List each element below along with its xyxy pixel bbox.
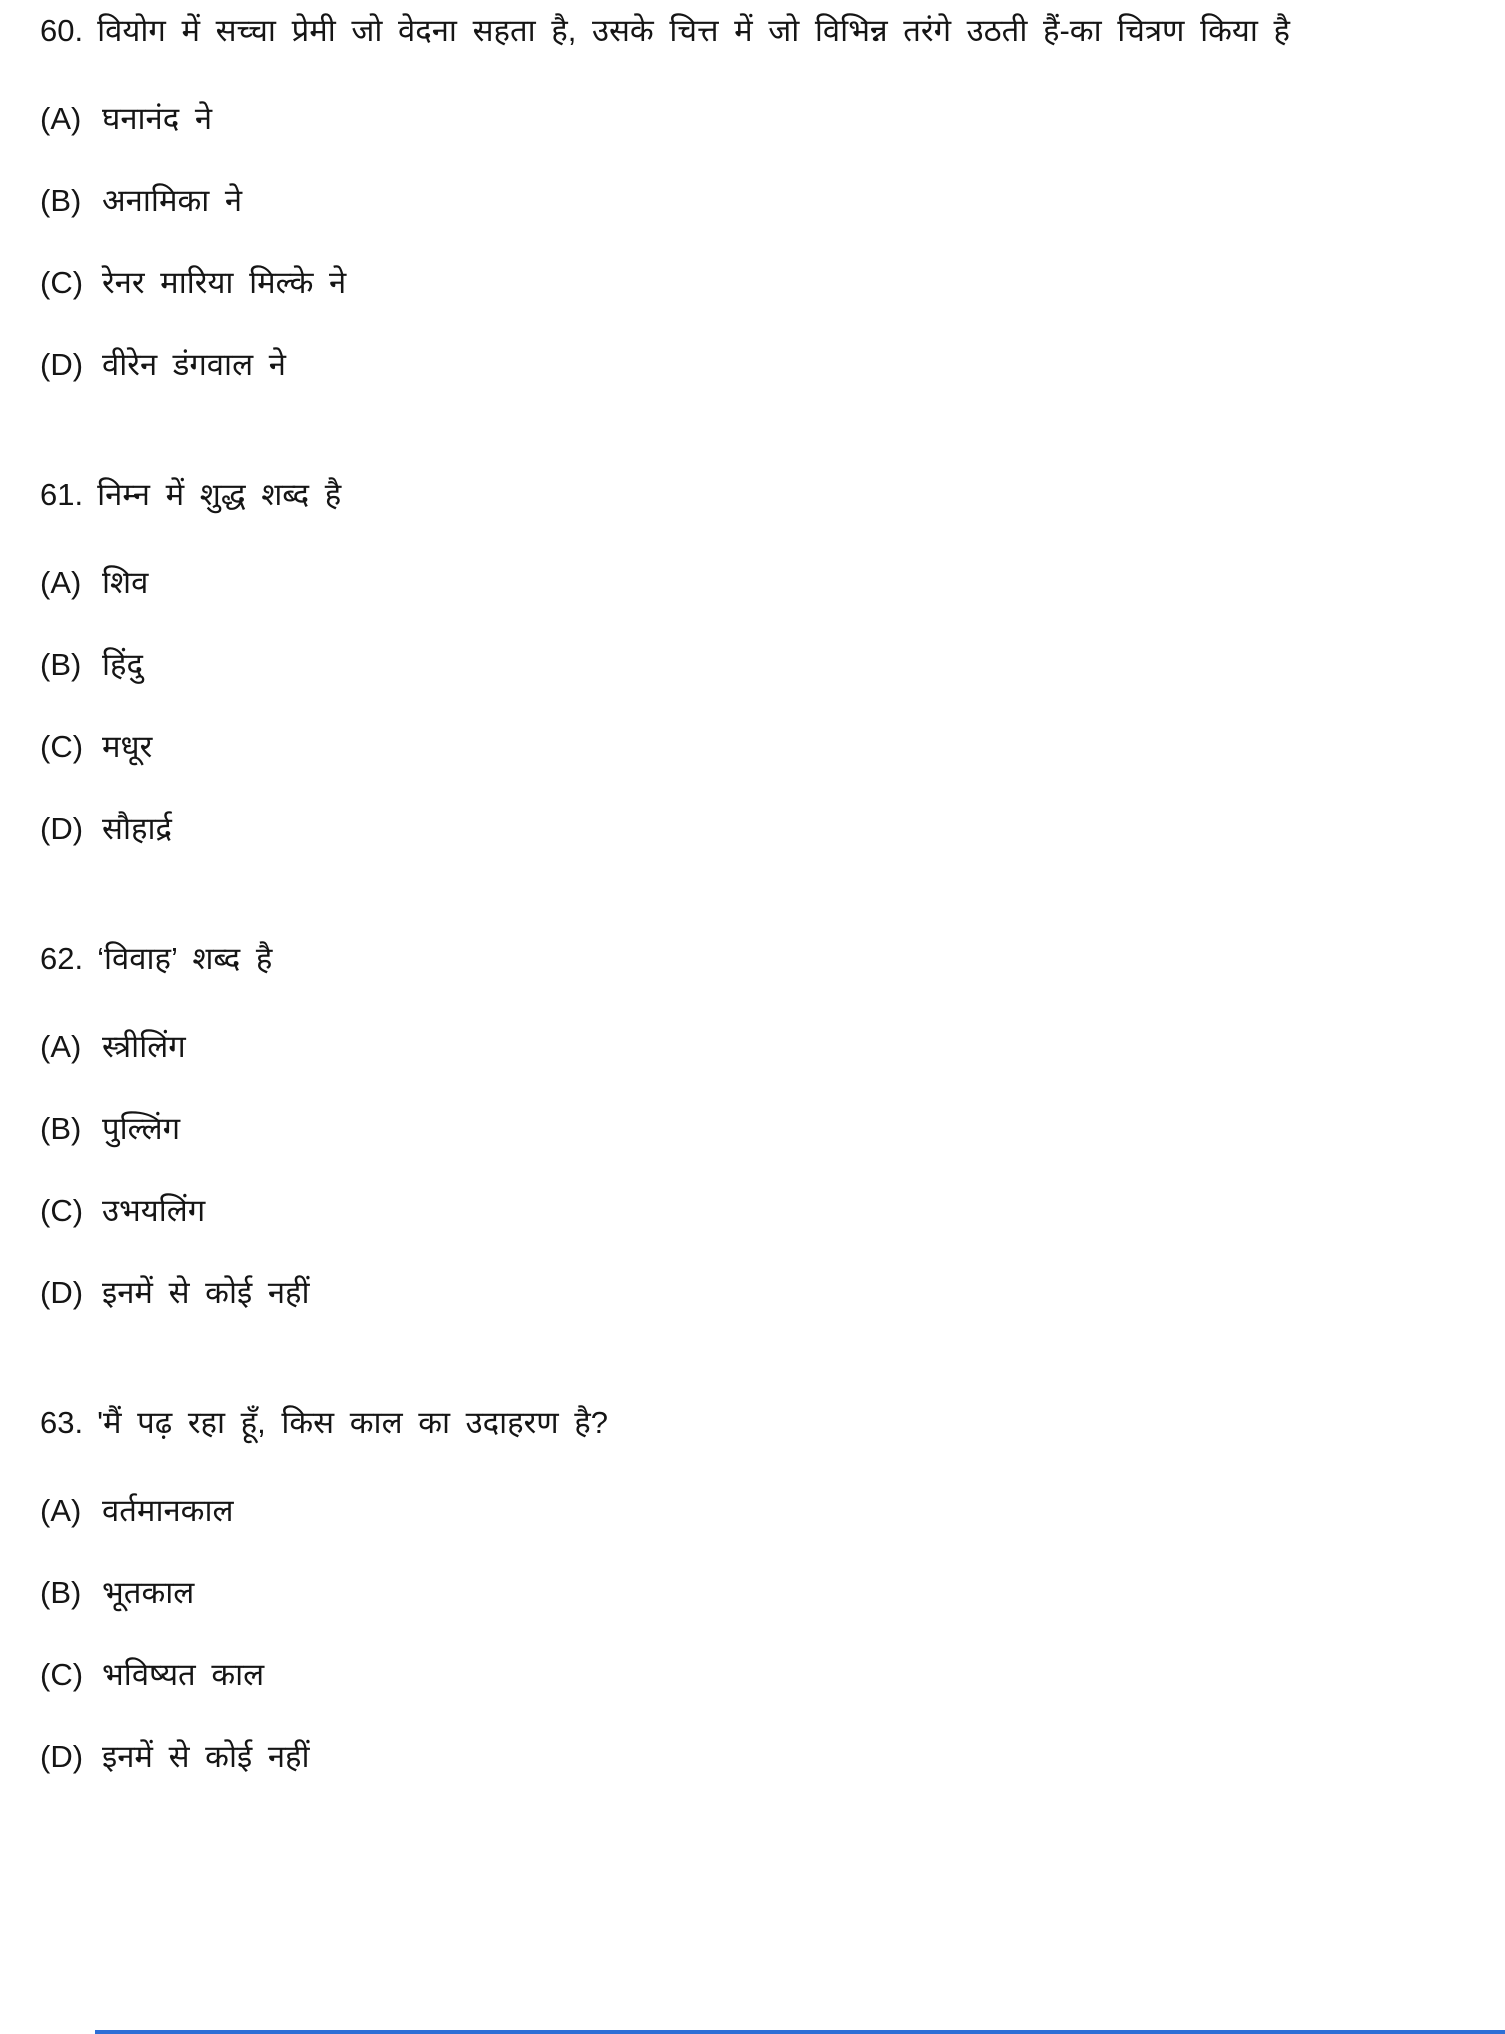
option-text: उभयलिंग xyxy=(102,1193,206,1228)
option-label: (B) xyxy=(40,647,82,682)
option-text: इनमें से कोई नहीं xyxy=(102,1739,310,1774)
option-label: (B) xyxy=(40,1575,82,1610)
option-text: भविष्यत काल xyxy=(102,1657,265,1692)
option-text: हिंदु xyxy=(102,647,143,682)
option-label: (D) xyxy=(40,811,84,846)
question-block-62 xyxy=(40,934,1460,1316)
option-62-D xyxy=(40,1270,1460,1316)
option-text: पुल्लिंग xyxy=(102,1111,181,1146)
option-label: (D) xyxy=(40,1275,84,1310)
option-label: (C) xyxy=(40,729,84,764)
question-number: 62. xyxy=(40,941,84,976)
option-label: (A) xyxy=(40,565,82,600)
question-number: 60. xyxy=(40,13,84,48)
option-label: (D) xyxy=(40,1739,84,1774)
question-header xyxy=(40,1398,1460,1448)
option-61-D xyxy=(40,806,1460,852)
option-61-A xyxy=(40,560,1460,606)
option-text: मधूर xyxy=(102,729,153,764)
question-header xyxy=(40,470,1460,520)
question-text: 'मैं पढ़ रहा हूँ, किस काल का उदाहरण है? xyxy=(97,1405,608,1440)
question-text: वियोग में सच्चा प्रेमी जो वेदना सहता है, उसके चित्त में जो विभिन्न तरंगे उठती हैं-का चित्रण किया है xyxy=(97,13,1290,48)
option-62-A xyxy=(40,1024,1460,1070)
option-text: घनानंद ने xyxy=(102,101,213,136)
question-text: निम्न में शुद्ध शब्द है xyxy=(97,477,342,512)
option-label: (C) xyxy=(40,1193,84,1228)
option-text: सौहार्द्र xyxy=(102,811,172,846)
option-63-D xyxy=(40,1734,1460,1780)
option-text: रेनर मारिया मिल्के ने xyxy=(102,265,347,300)
option-63-C xyxy=(40,1652,1460,1698)
bottom-divider xyxy=(95,2030,1505,2034)
option-61-B xyxy=(40,642,1460,688)
question-block-61 xyxy=(40,470,1460,852)
question-number: 63. xyxy=(40,1405,84,1440)
option-label: (B) xyxy=(40,183,82,218)
option-label: (C) xyxy=(40,1657,84,1692)
option-text: शिव xyxy=(102,565,149,600)
option-label: (A) xyxy=(40,1493,82,1528)
option-label: (D) xyxy=(40,347,84,382)
question-number: 61. xyxy=(40,477,84,512)
option-60-C xyxy=(40,260,1460,306)
option-label: (B) xyxy=(40,1111,82,1146)
option-text: स्त्रीलिंग xyxy=(102,1029,186,1064)
question-block-63 xyxy=(40,1398,1460,1780)
question-text: ‘विवाह’ शब्द है xyxy=(97,941,273,976)
option-label: (C) xyxy=(40,265,84,300)
option-63-A xyxy=(40,1488,1460,1534)
option-61-C xyxy=(40,724,1460,770)
question-header xyxy=(40,934,1460,984)
option-text: वीरेन डंगवाल ने xyxy=(102,347,286,382)
option-60-D xyxy=(40,342,1460,388)
option-text: वर्तमानकाल xyxy=(102,1493,234,1528)
option-63-B xyxy=(40,1570,1460,1616)
option-62-C xyxy=(40,1188,1460,1234)
option-text: इनमें से कोई नहीं xyxy=(102,1275,310,1310)
option-60-B xyxy=(40,178,1460,224)
option-text: अनामिका ने xyxy=(102,183,243,218)
option-label: (A) xyxy=(40,1029,82,1064)
option-label: (A) xyxy=(40,101,82,136)
question-header xyxy=(40,6,1460,56)
option-text: भूतकाल xyxy=(102,1575,195,1610)
option-60-A xyxy=(40,96,1460,142)
question-block-60 xyxy=(40,6,1460,388)
option-62-B xyxy=(40,1106,1460,1152)
